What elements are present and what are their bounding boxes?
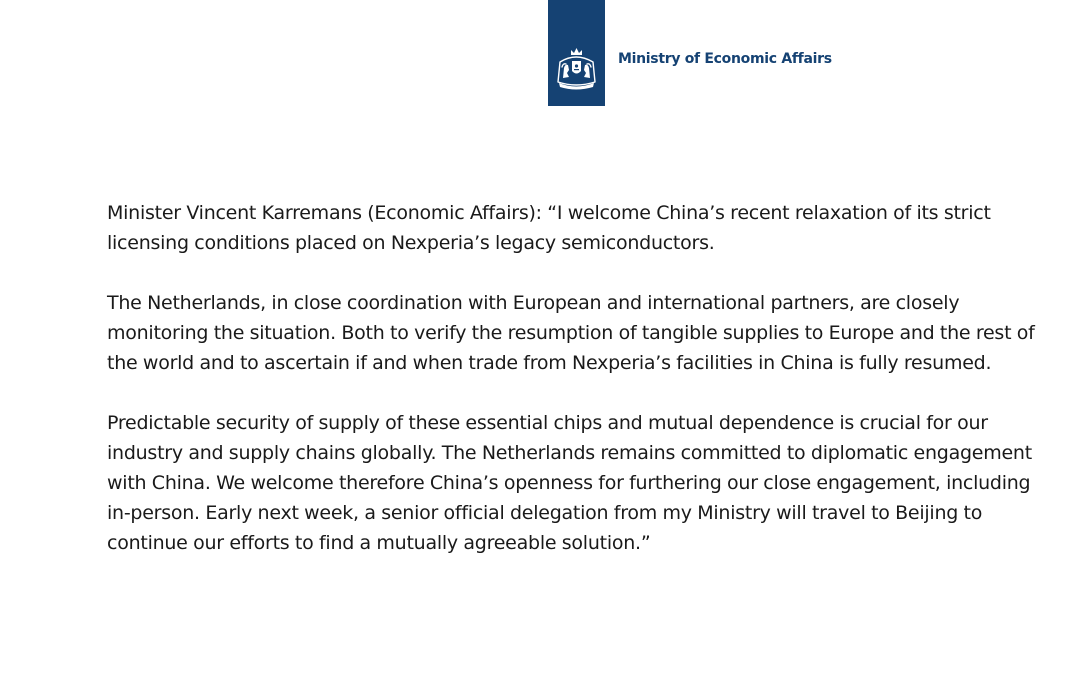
royal-coat-of-arms-icon — [552, 46, 601, 92]
statement-paragraph-1: Minister Vincent Karremans (Economic Affairs): “I welcome China’s recent relaxation of its strict licensing conditions placed on Nexperia’s legacy semiconductors. — [107, 202, 991, 254]
ministry-name: Ministry of Economic Affairs — [618, 51, 832, 67]
statement-paragraph-2: The Netherlands, in close coordination with European and international partners, are closely monitoring the situation. Both to verify the resumption of tangible supplies to Europe and the rest of the world and to ascertain if and when trade from Nexperia’s facilities in China is fully resumed. — [107, 292, 1035, 374]
statement-paragraph-3: Predictable security of supply of these essential chips and mutual dependence is crucial for our industry and supply chains globally. The Netherlands remains committed to diplomatic engagement with China. We welcome therefore China’s openness for furthering our close engagement, including in-person. Early next week, a senior official delegation from my Ministry will travel to Beijing to continue our efforts to find a mutually agreeable solution.” — [107, 412, 1032, 554]
government-logo-bar — [548, 0, 605, 106]
press-statement — [107, 198, 1052, 558]
